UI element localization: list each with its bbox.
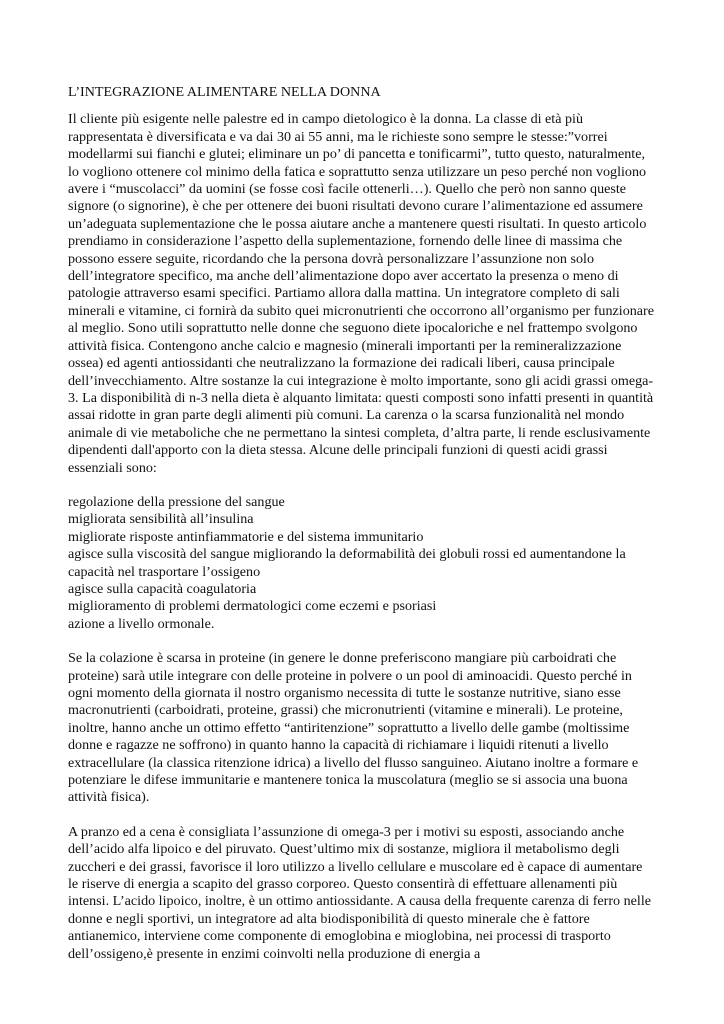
list-item: migliorata sensibilità all’insulina: [68, 511, 254, 528]
list-item: miglioramento di problemi dermatologici come eczemi e psoriasi: [68, 598, 437, 615]
document-title: L’INTEGRAZIONE ALIMENTARE NELLA DONNA: [68, 84, 381, 100]
list-item: azione a livello ormonale.: [68, 615, 215, 632]
paragraph-breakfast: Se la colazione è scarsa in proteine (in genere le donne preferiscono mangiare più carboidrati che proteine) sarà utile integrare con delle proteine in polvere o un pool di aminoacidi. Questo perché in ogni momento della giornata il nostro organismo necessita di tutte le sostanze nutritive, siano esse macronutrienti (carboidrati, proteine, grassi) che micronutrienti (vitamine e minerali). Le proteine, inoltre, hanno anche un ottimo effetto “antiritenzione” soprattutto a livello delle gambe (moltissime donne e ragazze ne soffrono) in quanto hanno la capacità di richiamare i liquidi ritenuti a livello extracellulare (la classica ritenzione idrica) a livello del flusso sanguineo. Aiutano inoltre a formare e potenziare le difese immunitarie e mantenere tonica la muscolatura (meglio se si associa una buona attività fisica).: [68, 650, 639, 806]
list-item: agisce sulla capacità coagulatoria: [68, 580, 257, 597]
list-item: migliorate risposte antinfiammatorie e del sistema immunitario: [68, 528, 424, 545]
paragraph-lunch-dinner: A pranzo ed a cena è consigliata l’assunzione di omega-3 per i motivi su esposti, associando anche dell’acido alfa lipoico e del piruvato. Quest’ultimo mix di sostanze, migliora il metabolismo degli zuccheri e dei grassi, favorisce il loro utilizzo a livello cellulare e muscolare ed è capace di aumentare le riserve di energia a scapito del grasso corporeo. Questo consentirà di effettuare allenamenti più intensi. L’acido lipoico, inoltre, è un ottimo antiossidante. A causa della frequente carenza di ferro nelle donne e negli sportivi, un integratore ad alta biodisponibilità di questo minerale che è fattore antianemico, interviene come componente di emoglobina e mioglobina, nei processi di trasporto dell’ossigeno,è presente in enzimi coinvolti nella produzione di energia a: [68, 823, 651, 962]
document-body: [68, 84, 656, 980]
list-item: agisce sulla viscosità del sangue migliorando la deformabilità dei globuli rossi ed aumentandone la capacità nel trasportare l’ossigeno: [68, 546, 626, 580]
paragraph-intro: Il cliente più esigente nelle palestre ed in campo dietologico è la donna. La classe di età più rappresentata è diversificata e va dai 30 ai 55 anni, ma le richieste sono sempre le stesse:”vorrei modellarmi sui fianchi e glutei; eliminare un po’ di pancetta e tonificarmi”, tutto questo, naturalmente, lo vogliono ottenere col minimo della fatica e soprattutto senza utilizzare un peso perché non vogliono avere i “muscolacci” da uomini (se fosse così facile ottenerli…). Quello che però non sanno queste signore (o signorine), è che per ottenere dei buoni risultati devono curare l’alimentazione ed assumere un’adeguata suplementazione che le possa aiutare anche a mantenere questi risultati. In questo articolo prendiamo in considerazione l’aspetto della suplementazione, fornendo delle linee di massima che possono essere seguite, ricordando che la persona dovrà personalizzare l’assunzione non solo dell’integratore specifico, ma anche dell’alimentazione dopo aver accertato la presenza o meno di patologie attraverso esami specifici. Partiamo allora dalla mattina. Un integratore completo di sali minerali e vitamine, ci fornirà da subito quei micronutrienti che occorrono all’organismo per funzionare al meglio. Sono utili soprattutto nelle donne che seguono diete ipocaloriche e nel frattempo svolgono attività fisica. Contengono anche calcio e magnesio (minerali importanti per la remineralizzazione ossea) ed agenti antiossidanti che neutralizzano la formazione dei radicali liberi, causa principale dell’invecchiamento. Altre sostanze la cui integrazione è molto importante, sono gli acidi grassi omega-3. La disponibilità di n-3 nella dieta è alquanto limitata: questi composti sono infatti presenti in quantità assai ridotte in gran parte degli alimenti più comuni. La carenza o la scarsa funzionalità nel mondo animale di vie metaboliche che ne permettano la sintesi completa, d’altra parte, li rende esclusivamente dipendenti dall'apporto con la dieta stessa. Alcune delle principali funzioni di questi acidi grassi essenziali sono:: [68, 111, 654, 476]
fatty-acid-functions-list: [68, 494, 656, 633]
list-item: regolazione della pressione del sangue: [68, 493, 285, 510]
